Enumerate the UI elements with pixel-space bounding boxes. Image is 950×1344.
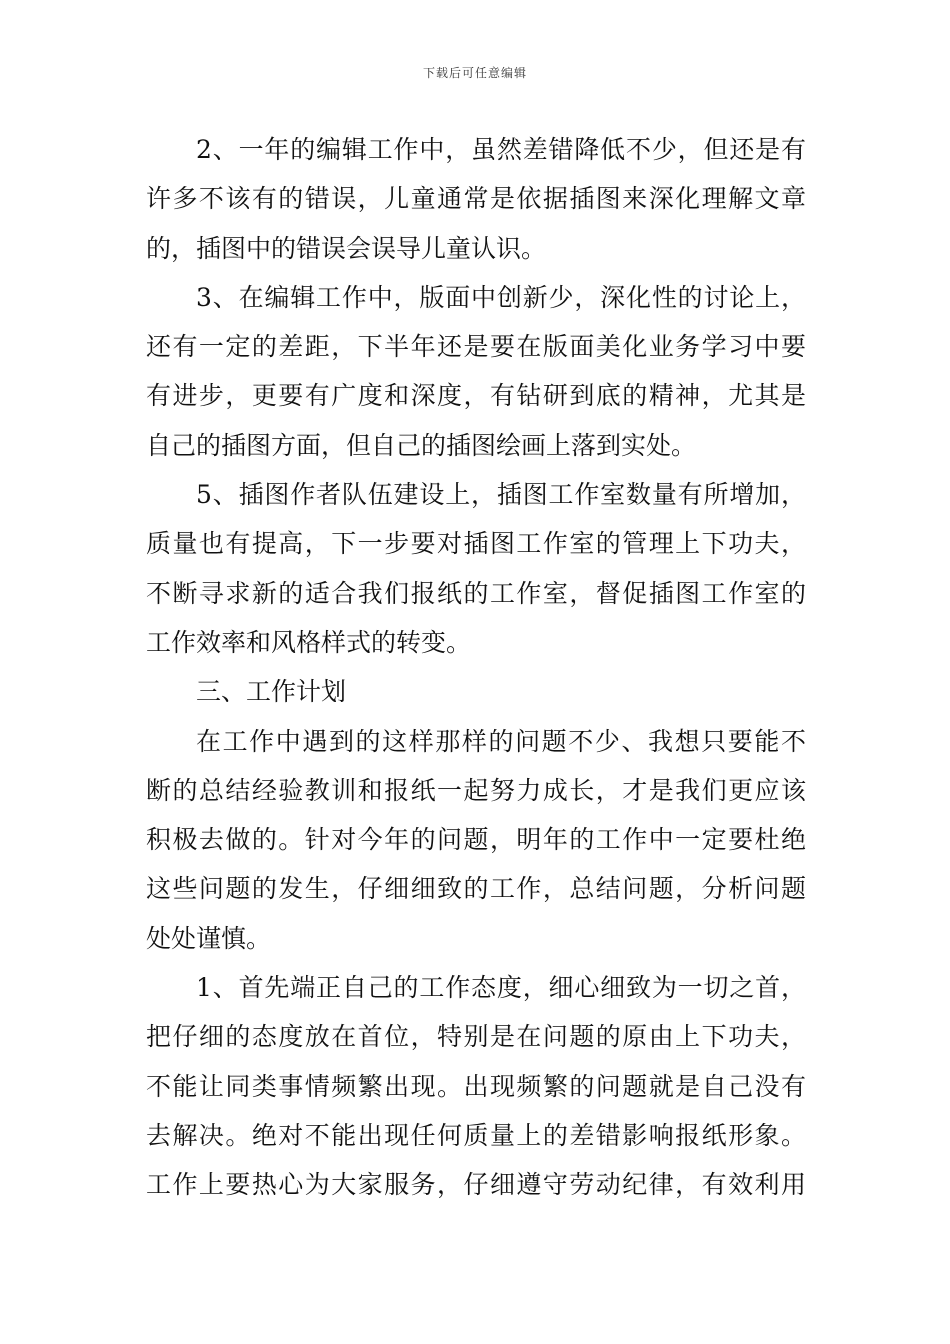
- text-line: 积极去做的。针对今年的问题，明年的工作中一定要杜绝: [146, 825, 806, 855]
- text-line: 这些问题的发生，仔细细致的工作，总结问题，分析问题: [146, 874, 806, 904]
- text-line: 的，插图中的错误会误导儿童认识。: [146, 233, 547, 263]
- text-line: 把仔细的态度放在首位，特别是在问题的原由上下功夫，: [146, 1022, 806, 1052]
- text-line: 在工作中遇到的这样那样的问题不少、我想只要能不: [196, 726, 806, 756]
- document-body: [146, 125, 806, 1210]
- text-line: 不断寻求新的适合我们报纸的工作室，督促插图工作室的: [146, 578, 806, 608]
- section-heading: 三、工作计划: [196, 677, 347, 707]
- text-line: 工作上要热心为大家服务，仔细遵守劳动纪律，有效利用: [146, 1170, 806, 1200]
- text-line: 不能让同类事情频繁出现。出现频繁的问题就是自己没有: [146, 1071, 806, 1101]
- page-header: 下载后可任意编辑: [422, 66, 527, 80]
- text-line: 工作效率和风格样式的转变。: [146, 627, 472, 657]
- text-line: 处处谨慎。: [146, 923, 272, 953]
- text-line: 质量也有提高，下一步要对插图工作室的管理上下功夫，: [146, 529, 806, 559]
- text-line: 2、一年的编辑工作中，虽然差错降低不少，但还是有: [196, 135, 806, 164]
- text-line: 有进步，更要有广度和深度，有钻研到底的精神，尤其是: [146, 381, 806, 411]
- text-line: 3、在编辑工作中，版面中创新少，深化性的讨论上，: [196, 282, 806, 312]
- text-line: 去解决。绝对不能出现任何质量上的差错影响报纸形象。: [146, 1120, 806, 1150]
- text-line: 1、首先端正自己的工作态度，细心细致为一切之首，: [196, 973, 806, 1003]
- text-line: 自己的插图方面，但自己的插图绘画上落到实处。: [146, 430, 697, 460]
- text-line: 还有一定的差距，下半年还是要在版面美化业务学习中要: [146, 332, 806, 362]
- text-line: 断的总结经验教训和报纸一起努力成长，才是我们更应该: [146, 775, 806, 805]
- text-line: 许多不该有的错误，儿童通常是依据插图来深化理解文章: [146, 184, 806, 214]
- text-line: 5、插图作者队伍建设上，插图工作室数量有所增加，: [196, 480, 806, 510]
